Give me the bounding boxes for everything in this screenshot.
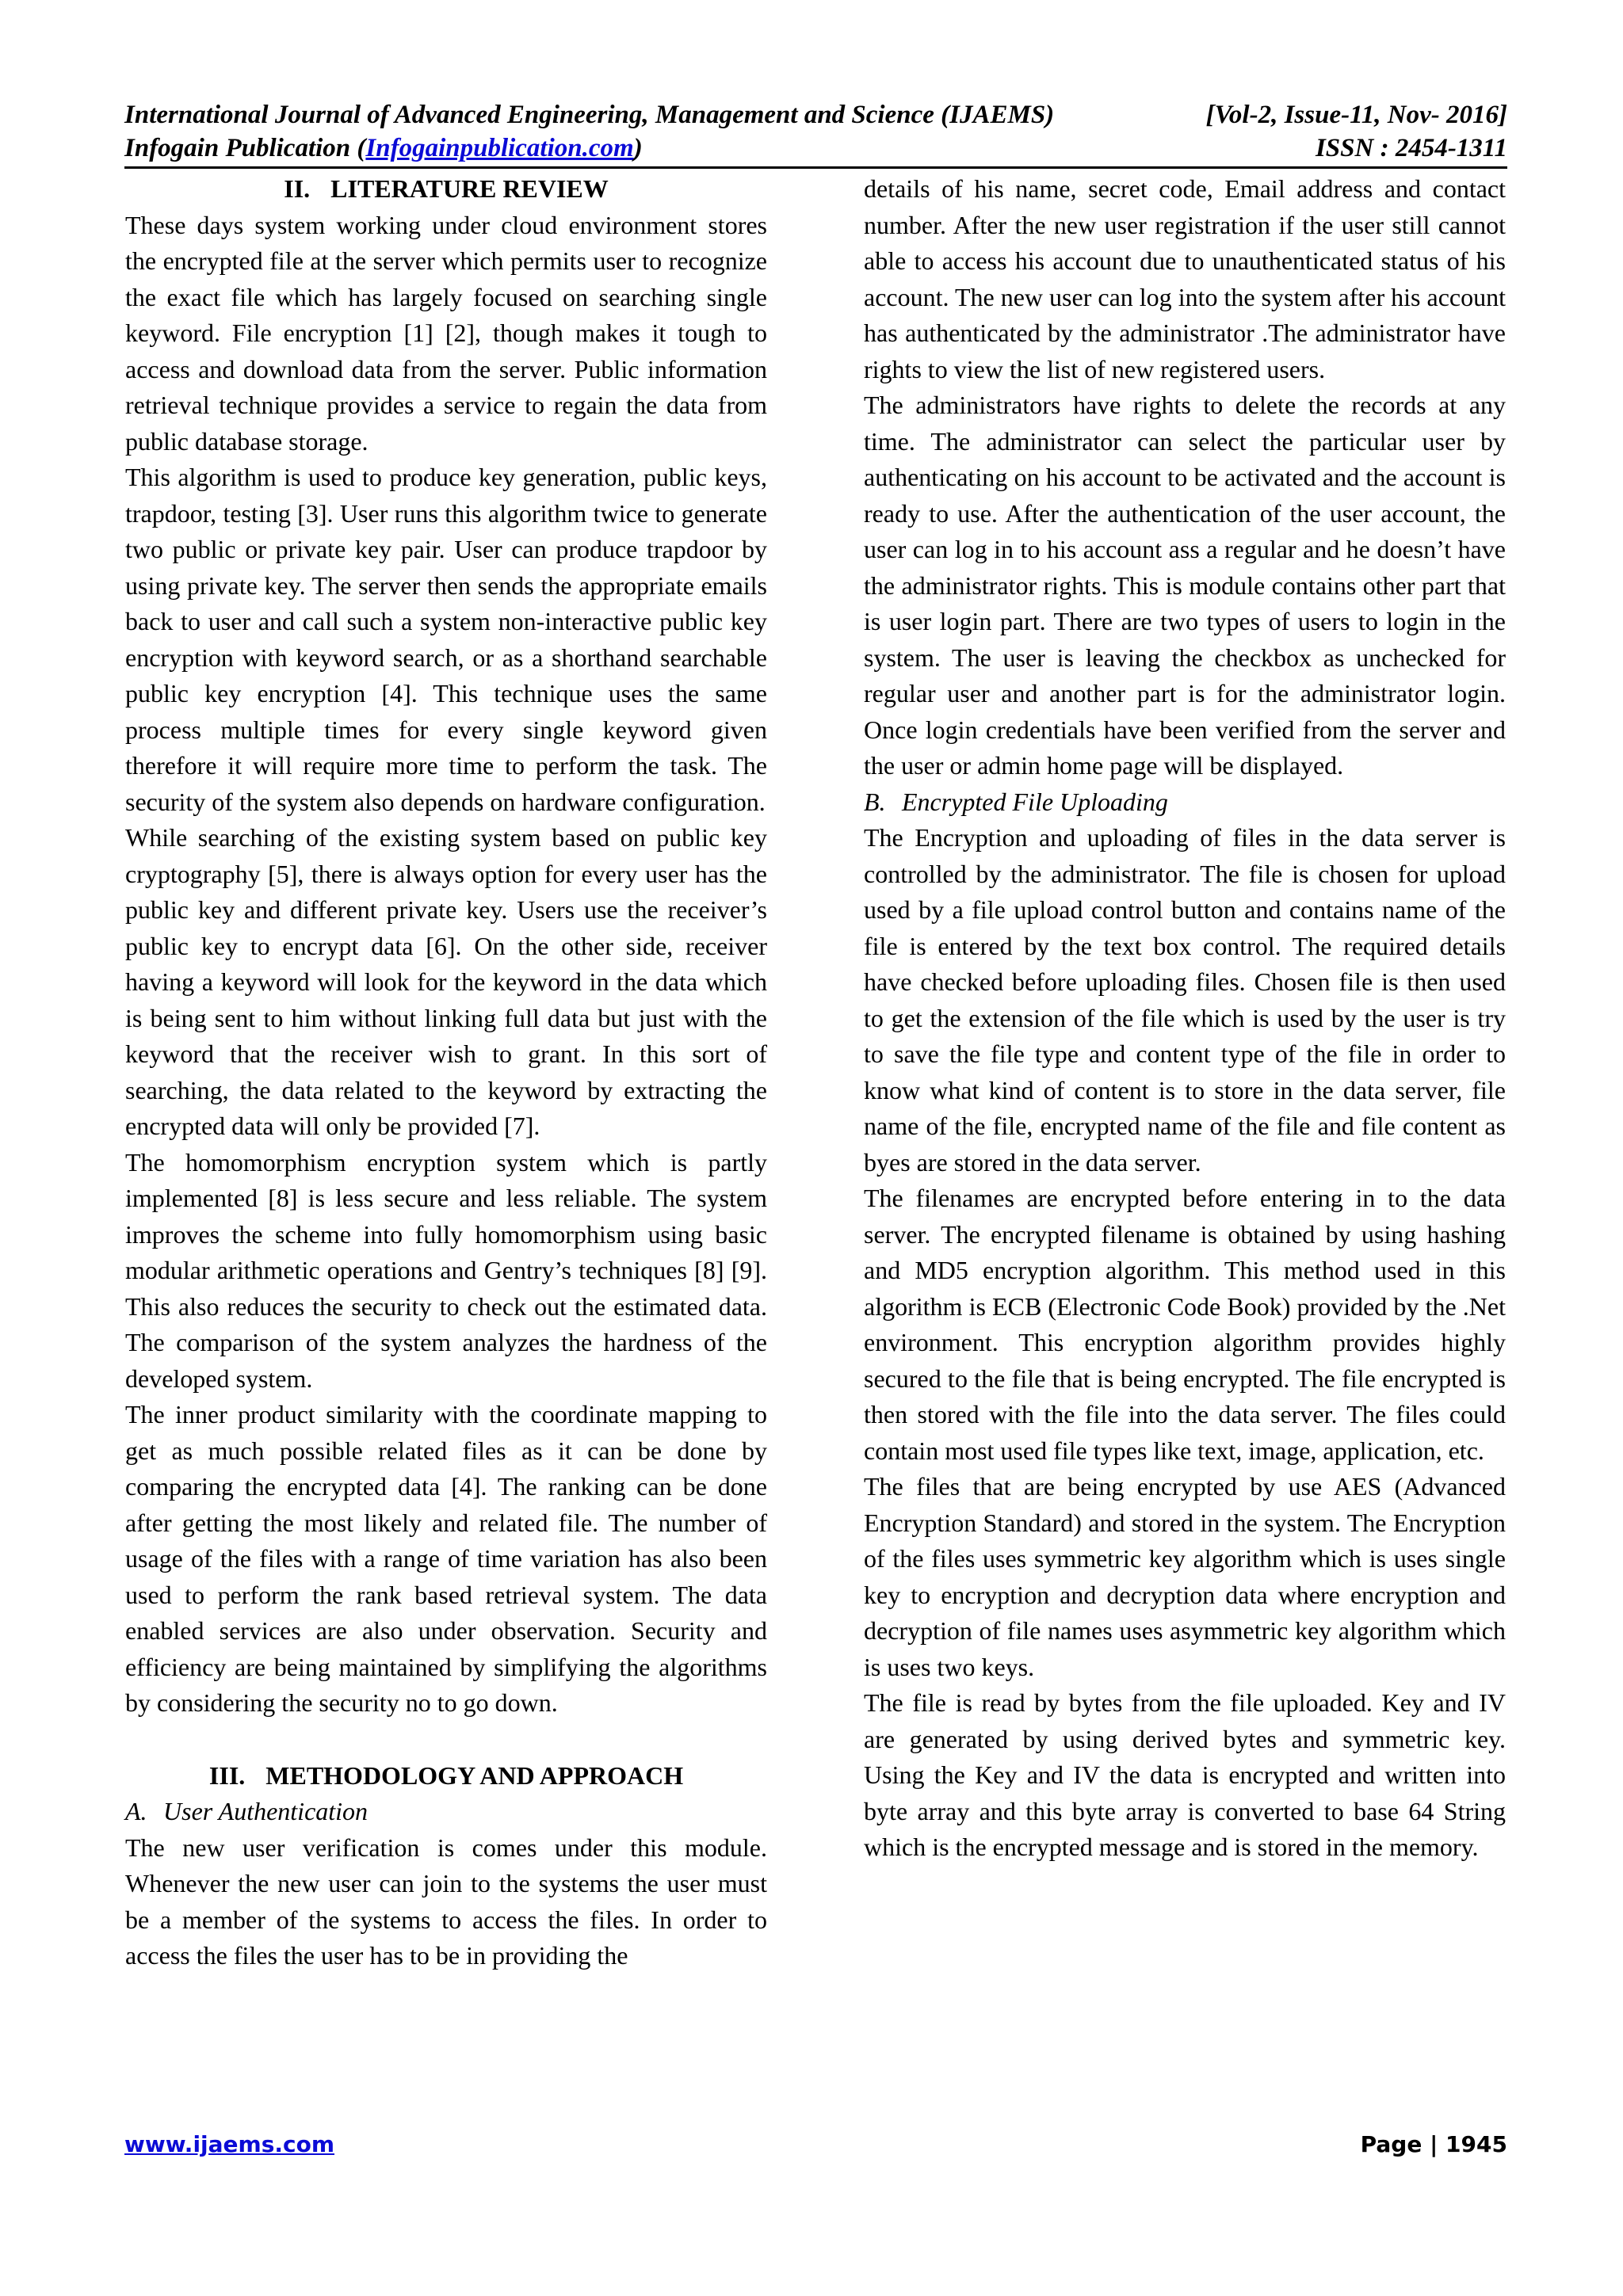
paragraph: The administrators have rights to delete the records at any time. The administrator can select the particular user by authenticating on his account to be activated and the account is ready to use. After the authentication of the user account, the user can log in to his account ass a regular and he doesn’t have the administrator rights. This is module contains other part that is user login part. There are two types of users to login in the system. The user is leaving the checkbox as unchecked for regular user and another part is for the administrator login. Once login credentials have been verified from the server and the user or admin home page will be displayed. (864, 391, 1506, 780)
page-footer (124, 2131, 1507, 2157)
paragraph: The homomorphism encryption system which is partly implemented [8] is less secure and less reliable. The system improves the scheme into fully homomorphism using basic modular arithmetic operations and Gentry’s techniques [8] [9]. This also reduces the security to check out the estimated data. The comparison of the system analyzes the hardness of the developed system. (125, 1147, 767, 1393)
subsection-heading-encrypted-file-uploading: B. Encrypted File Uploading (864, 787, 1168, 816)
publisher-link[interactable]: Infogainpublication.com (365, 134, 634, 162)
paragraph: The files that are being encrypted by use AES (Advanced Encryption Standard) and stored in the system. The Encryption of the files uses symmetric key algorithm which is uses single key to encryption and decryption data where encryption and decryption of file names uses asymmetric key algorithm which is uses two keys. (864, 1472, 1506, 1681)
paragraph: details of his name, secret code, Email address and contact number. After the new user registration if the user still cannot able to access his account due to unauthenticated status of his account. The new user can log into the system after his account has authenticated by the administrator .The administrator have rights to view the list of new registered users. (864, 174, 1506, 383)
running-header (124, 98, 1507, 165)
paragraph: The Encryption and uploading of files in the data server is controlled by the administrator. The file is chosen for upload used by a file upload control button and contains name of the file is entered by the text box control. The required details have checked before uploading files. Chosen file is then used to get the extension of the file which is used by the user is try to save the file type and content type of the file in order to know what kind of content is to store in the data server, file name of the file, encrypted name of the file and file content as byes are stored in the data server. (864, 823, 1506, 1177)
paragraph: The file is read by bytes from the file uploaded. Key and IV are generated by using derived bytes and symmetric key. Using the Key and IV the data is encrypted and written into byte array and this byte array is converted to base 64 String which is the encrypted message and is stored in the memory. (864, 1688, 1506, 1861)
paragraph: The inner product similarity with the coordinate mapping to get as much possible related files as it can be done by comparing the encrypted data [4]. The ranking can be done after getting the most likely and related file. The number of usage of the files with a range of time variation has also been used to perform the rank based retrieval system. The data enabled services are also under observation. Security and efficiency are being maintained by simplifying the algorithms by considering the security no to go down. (125, 1400, 767, 1717)
section-heading-methodology: III. METHODOLOGY AND APPROACH (208, 1760, 684, 1790)
section-heading-literature-review: II. LITERATURE REVIEW (284, 174, 609, 203)
subsection-heading-user-authentication: A. User Authentication (125, 1797, 369, 1825)
paragraph: The filenames are encrypted before entering in to the data server. The encrypted filename is obtained by using hashing and MD5 encryption algorithm. This method used in this algorithm is ECB (Electronic Code Book) provided by the .Net environment. This encryption algorithm provides highly secured to the file that is being encrypted. The file encrypted is then stored with the file into the data server. The files could contain most used file types like text, image, application, etc. (864, 1184, 1506, 1465)
paragraph: These days system working under cloud environment stores the encrypted file at the server which permits user to recognize the exact file which has largely focused on searching single keyword. File encryption [1] [2], though makes it tough to access and download data from the server. Public information retrieval technique provides a service to regain the data from public database storage. (125, 210, 767, 456)
website-link[interactable]: www.ijaems.com (124, 2131, 335, 2157)
left-column (125, 171, 767, 1974)
paragraph: While searching of the existing system based on public key cryptography [5], there is always option for every user has the public key and different private key. Users use the receiver’s public key to encrypt data [6]. On the other side, receiver having a keyword will look for the keyword in the data which is being sent to him without linking full data but just with the keyword that the receiver wish to grant. In this sort of searching, the data related to the keyword by extracting the encrypted data will only be provided [7]. (125, 823, 767, 1140)
page-number: Page | 1945 (1360, 2131, 1507, 2157)
journal-title: International Journal of Advanced Engineering, Management and Science (IJAEMS) (124, 101, 1055, 129)
right-column (864, 171, 1506, 1866)
volume-info: [Vol-2, Issue-11, Nov- 2016] (1205, 101, 1507, 129)
paragraph: This algorithm is used to produce key generation, public keys, trapdoor, testing [3]. User runs this algorithm twice to generate two public or private key pair. User can produce trapdoor by using private key. The server then sends the appropriate emails back to user and call such a system non-interactive public key encryption with keyword search, or as a shorthand searchable public key encryption [4]. This technique uses the same process multiple times for every single keyword given therefore it will require more time to perform the task. The security of the system also depends on hardware configuration. (125, 463, 767, 816)
issn: ISSN : 2454-1311 (1315, 134, 1507, 162)
paragraph: The new user verification is comes under this module. Whenever the new user can join to the systems the user must be a member of the systems to access the files. In order to access the files the user has to be in providing the (125, 1833, 767, 1970)
header-rule (124, 166, 1507, 169)
publisher: Infogain Publication (Infogainpublication.com) (124, 134, 643, 162)
